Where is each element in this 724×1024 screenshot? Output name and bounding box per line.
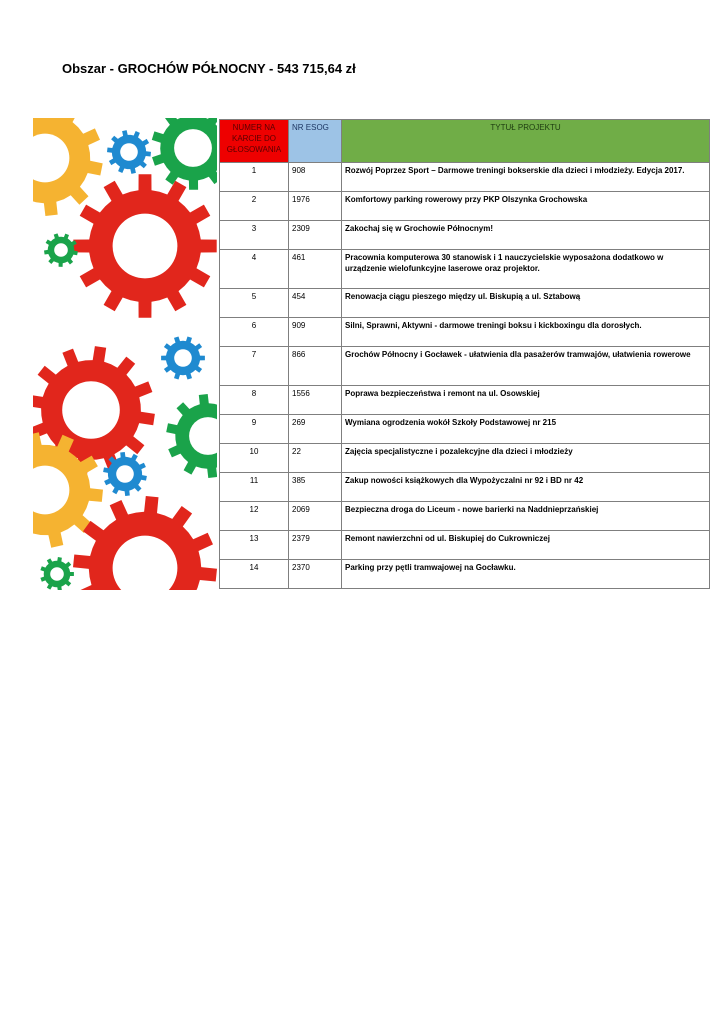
cell-esog: 908 xyxy=(289,163,342,192)
cell-esog: 866 xyxy=(289,347,342,386)
table-row xyxy=(220,444,710,473)
table-row xyxy=(220,163,710,192)
cell-number: 2 xyxy=(220,192,289,221)
cell-number: 8 xyxy=(220,386,289,415)
cell-title: Rozwój Poprzez Sport – Darmowe treningi bokserskie dla dzieci i młodzieży. Edycja 2017. xyxy=(342,163,710,192)
gear-icon xyxy=(33,118,103,216)
table-row xyxy=(220,347,710,386)
cell-title: Zakochaj się w Grochowie Północnym! xyxy=(342,221,710,250)
cell-title: Zakup nowości książkowych dla Wypożyczalni nr 92 i BD nr 42 xyxy=(342,473,710,502)
cell-number: 6 xyxy=(220,318,289,347)
cell-number: 1 xyxy=(220,163,289,192)
cell-title: Bezpieczna droga do Liceum - nowe barierki na Naddnieprzańskiej xyxy=(342,502,710,531)
gear-icon xyxy=(103,452,147,496)
gear-icon xyxy=(152,118,217,190)
table-row xyxy=(220,289,710,318)
cell-number: 11 xyxy=(220,473,289,502)
cell-title: Renowacja ciągu pieszego między ul. Biskupią a ul. Sztabową xyxy=(342,289,710,318)
cell-title: Grochów Północny i Gocławek - ułatwienia dla pasażerów tramwajów, ułatwienia rowerowe xyxy=(342,347,710,386)
table-row xyxy=(220,318,710,347)
cell-esog: 269 xyxy=(289,415,342,444)
cell-number: 10 xyxy=(220,444,289,473)
cell-number: 7 xyxy=(220,347,289,386)
cell-title: Remont nawierzchni od ul. Biskupiej do Cukrowniczej xyxy=(342,531,710,560)
gear-icon xyxy=(73,496,217,590)
header-number: NUMER NA KARCIE DO GŁOSOWANIA xyxy=(220,120,289,163)
header-title: TYTUŁ PROJEKTU xyxy=(342,120,710,163)
cell-title: Poprawa bezpieczeństwa i remont na ul. Osowskiej xyxy=(342,386,710,415)
cell-esog: 2370 xyxy=(289,560,342,589)
table-row xyxy=(220,473,710,502)
cell-number: 9 xyxy=(220,415,289,444)
table-row xyxy=(220,192,710,221)
cell-number: 14 xyxy=(220,560,289,589)
cell-number: 3 xyxy=(220,221,289,250)
cell-esog: 2069 xyxy=(289,502,342,531)
cell-esog: 385 xyxy=(289,473,342,502)
cell-title: Pracownia komputerowa 30 stanowisk i 1 nauczycielskie wyposażona dodatkowo w urządzenie wielofunkcyjne laserowe oraz projektor. xyxy=(342,250,710,289)
page-title: Obszar - GROCHÓW PÓŁNOCNY - 543 715,64 zł xyxy=(62,61,356,76)
gear-icon xyxy=(107,130,151,174)
cell-esog: 2309 xyxy=(289,221,342,250)
projects-table xyxy=(219,119,710,589)
cell-esog: 1976 xyxy=(289,192,342,221)
table-row xyxy=(220,531,710,560)
cell-title: Zajęcia specjalistyczne i pozalekcyjne dla dzieci i młodzieży xyxy=(342,444,710,473)
gear-icon xyxy=(73,174,216,317)
cell-title: Parking przy pętli tramwajowej na Gocławku. xyxy=(342,560,710,589)
gears-icon xyxy=(33,118,217,590)
cell-esog: 909 xyxy=(289,318,342,347)
table-header-row xyxy=(220,120,710,163)
gear-icon xyxy=(161,337,205,380)
cell-title: Wymiana ogrodzenia wokół Szkoły Podstawowej nr 215 xyxy=(342,415,710,444)
cell-number: 13 xyxy=(220,531,289,560)
cell-title: Komfortowy parking rowerowy przy PKP Olszynka Grochowska xyxy=(342,192,710,221)
gear-icon xyxy=(40,557,74,590)
cell-number: 4 xyxy=(220,250,289,289)
gear-icon xyxy=(44,233,78,267)
cell-title: Silni, Sprawni, Aktywni - darmowe treningi boksu i kickboxingu dla dorosłych. xyxy=(342,318,710,347)
table-row xyxy=(220,221,710,250)
gear-icon xyxy=(166,394,217,478)
cell-number: 12 xyxy=(220,502,289,531)
table-row xyxy=(220,415,710,444)
gears-illustration xyxy=(33,118,217,590)
table-row xyxy=(220,250,710,289)
cell-esog: 461 xyxy=(289,250,342,289)
table-row xyxy=(220,386,710,415)
cell-esog: 454 xyxy=(289,289,342,318)
table-row xyxy=(220,560,710,589)
header-esog: NR ESOG xyxy=(289,120,342,163)
cell-number: 5 xyxy=(220,289,289,318)
cell-esog: 2379 xyxy=(289,531,342,560)
table-row xyxy=(220,502,710,531)
cell-esog: 1556 xyxy=(289,386,342,415)
cell-esog: 22 xyxy=(289,444,342,473)
